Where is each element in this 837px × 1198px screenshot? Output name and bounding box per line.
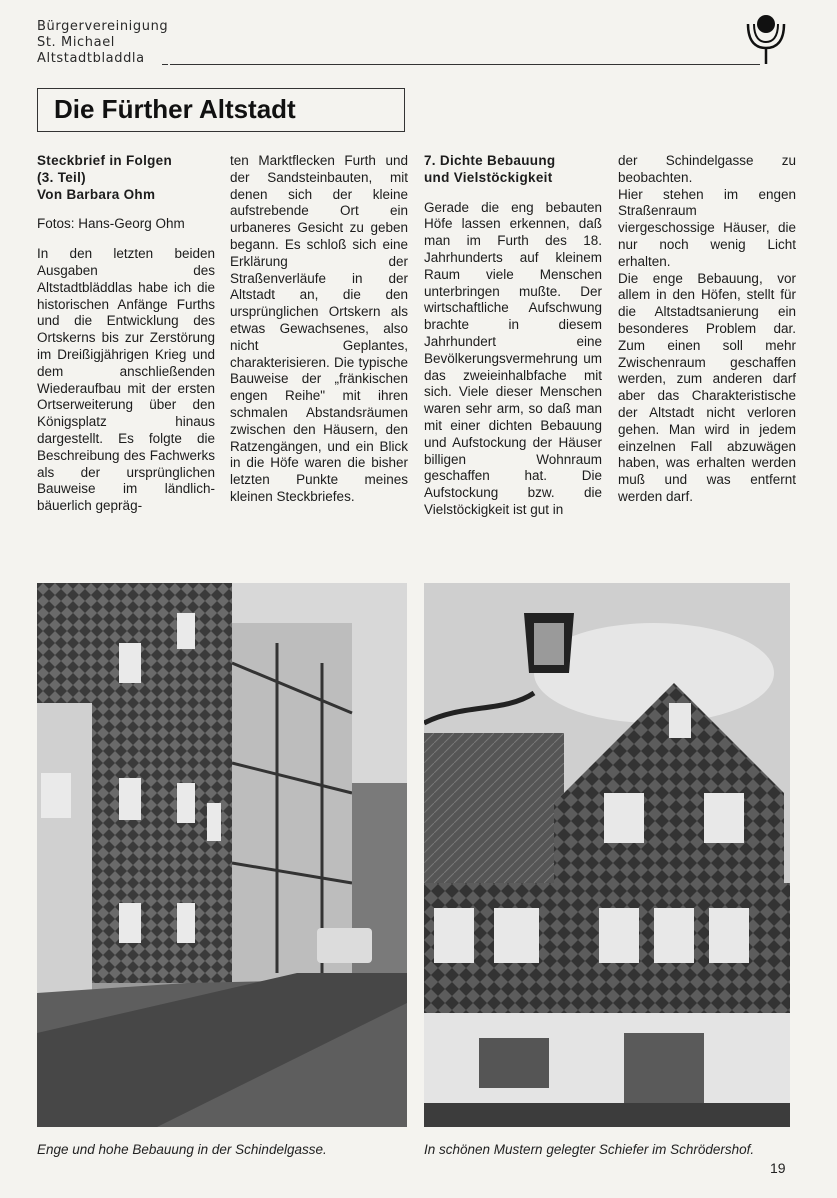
article-column-3: [424, 153, 602, 519]
series-label: Steckbrief in Folgen: [37, 153, 173, 168]
photo-schroedershof: [424, 583, 790, 1127]
header-line-3: Altstadtbladdla: [37, 51, 145, 66]
caption-right: In schönen Mustern gelegter Schiefer im Schrödershof.: [424, 1142, 755, 1157]
header-line-2: St. Michael: [37, 35, 116, 50]
body-paragraph: der Schindelgasse zu beobachten.: [618, 153, 796, 185]
article-column-1: [37, 153, 215, 515]
page-title: Die Fürther Altstadt: [37, 88, 405, 132]
author-byline: Von Barbara Ohm: [37, 186, 156, 202]
caption-left: Enge und hohe Bebauung in der Schindelgasse.: [37, 1142, 327, 1157]
article-column-2: [230, 153, 408, 506]
header-rule: [170, 64, 760, 65]
photo-schindelgasse: [37, 583, 407, 1127]
part-label: (3. Teil): [37, 169, 86, 185]
photo-credit: Fotos: Hans-Georg Ohm: [37, 216, 185, 232]
section-heading-2: und Vielstöckigkeit: [424, 169, 553, 185]
page-number: 19: [770, 1160, 786, 1176]
body-paragraph: Die enge Bebauung, vor allem in den Höfen, stellt für die Altstadtsanierung ein besonderes Problem dar. Zum einen soll mehr Zwischenraum geschaffen werden, zum anderen darf aber das Charakteristische der Altstadt nicht verloren gehen. Man wird in jedem einzelnen Fall abzuwägen haben, was erhalten werden muß und was entfernt werden darf.: [618, 270, 796, 504]
header-dash: [162, 64, 168, 65]
section-heading: 7. Dichte Bebauung: [424, 153, 556, 168]
association-logo-icon: [742, 6, 790, 66]
publication-header: [37, 19, 168, 67]
header-line-1: Bürgervereinigung: [37, 19, 169, 34]
body-paragraph: Hier stehen im engen Straßenraum viergeschossige Häuser, die nur noch wenig Licht erhalten.: [618, 186, 796, 269]
body-paragraph: ten Marktflecken Furth und der Sandsteinbauten, mit denen sich der kleine aufstrebende Ort ein urbaneres Gesicht zu geben begann. Es schloß sich eine Erklärung der Straßenverläufe in der Altstadt an, die den ursprünglichen Ortskern als etwas Gewachsenes, also nicht Geplantes, charakterisieren. Die typische Bauweise der „fränkischen engen Reihe" mit ihren schmalen Abstandsräumen zwischen den Häusern, den Ratzengängen, und ein Blick in die Höfe waren die bisher letzten Punkte meines kleinen Steckbriefes.: [230, 153, 408, 504]
article-column-4: [618, 153, 796, 506]
body-paragraph: In den letzten beiden Ausgaben des Altstadtbläddlas habe ich die historischen Anfänge Furths und die Entwicklung des Ortskerns bis zur Zerstörung im Dreißigjährigen Krieg und dem anschließenden Wiederaufbau mit der ersten Ortserweiterung über den Königsplatz hinaus dargestellt. Es folgte die Beschreibung des Fachwerks als der ursprünglichen Bauweise im ländlich-bäuerlich gepräg-: [37, 246, 215, 514]
body-paragraph: Gerade die eng bebauten Höfe lassen erkennen, daß man im Furth des 18. Jahrhunderts auf kleinem Raum viele Menschen unterbringen mußte. Der wirtschaftliche Aufschwung brachte in diesem Jahrhundert eine Bevölkerungsvermehrung um das zweieinhalbfache mit sich. Viele dieser Menschen waren sehr arm, so daß man mit einer dichten Bebauung und Aufstockung der Häuser billigen Wohnraum geschaffen hat. Die Aufstockung bzw. die Vielstöckigkeit ist gut in: [424, 199, 602, 517]
